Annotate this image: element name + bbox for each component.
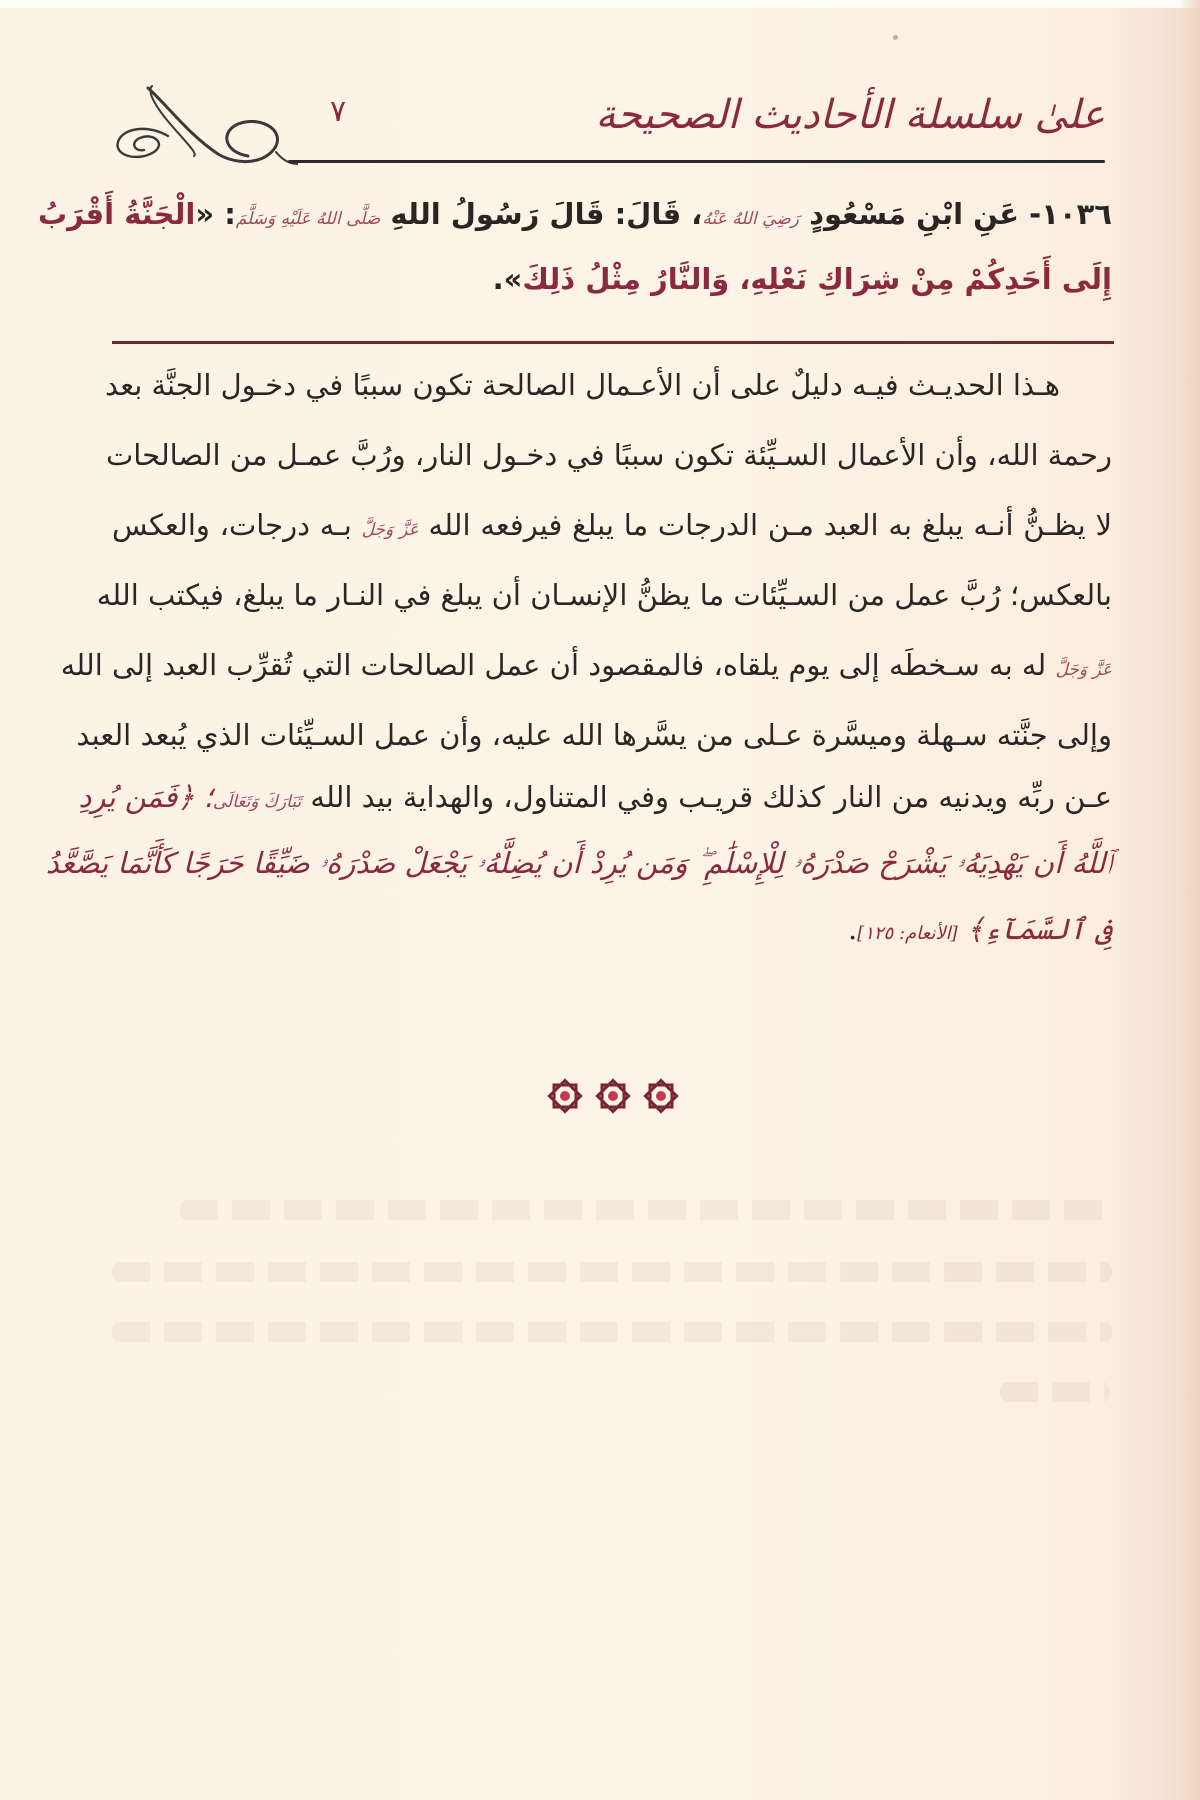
commentary-line — [76, 718, 1112, 752]
hadith-text-start: الْجَنَّةُ أَقْرَبُ — [38, 197, 196, 231]
show-through — [1000, 1382, 1110, 1402]
rosette-icon — [641, 1076, 681, 1116]
quran-verse-end: فِى ٱلسَّمَآءِ﴾ — [966, 912, 1112, 946]
commentary-text: رحمة الله، وأن الأعمال السـيِّئة تكون سببًا في دخـول النار، ورُبَّ عمـل من الصالحات — [105, 438, 1112, 472]
section-rule — [112, 341, 1114, 344]
commentary-text: وإلى جنَّته سـهلة وميسَّرة عـلى من يسَّرها الله عليه، وأن عمل السـيِّئات الذي يُبعد العبد — [76, 718, 1112, 752]
quote-close: ». — [492, 262, 523, 296]
hadith-line-2 — [112, 262, 1112, 296]
hadith-line-1: ١٠٣٦- عَنِ ابْنِ مَسْعُودٍ رَضِيَ اللهُ عَنْهُ، قَالَ: قَالَ رَسُولُ اللهِ صَلَّى اللهُ عَلَيْهِ وَسَلَّمَ: «الْجَنَّةُ أَقْرَبُ — [38, 197, 1112, 231]
show-through — [112, 1322, 1112, 1342]
scan-top-margin — [0, 0, 1200, 8]
period: . — [847, 912, 858, 946]
rosette-icon — [593, 1076, 633, 1116]
quran-reference: [الأنعام: ١٢٥] — [857, 923, 958, 944]
honorific: عَزَّ وَجَلَّ — [361, 520, 419, 540]
commentary-line — [60, 648, 1112, 682]
commentary-text: عـن ربِّه ويدنيه من النار كذلك قريـب وفي المتناول، والهداية بيد الله — [310, 780, 1112, 814]
commentary-text: بـه درجات، والعكس — [112, 508, 352, 542]
quran-verse: ٱللَّهُ أَن يَهْدِيَهُۥ يَشْرَحْ صَدْرَهُۥ لِلْإِسْلَٰمِ ۖ وَمَن يُرِدْ أَن يُضِلَّهُۥ يَجْعَلْ صَدْرَهُۥ ضَيِّقًا حَرَجًا كَأَنَّمَا يَصَّعَّدُ — [45, 846, 1112, 880]
rosette-icon — [545, 1076, 585, 1116]
narrator-honorific: رَضِيَ اللهُ عَنْهُ — [702, 209, 799, 229]
show-through — [112, 1262, 1112, 1282]
quran-verse-line — [45, 846, 1112, 881]
commentary-text: لا يظـنُّ أنـه يبلغ به العبد مـن الدرجات ما يبلغ فيرفعه الله — [428, 508, 1113, 542]
show-through — [180, 1200, 1110, 1220]
commentary-line — [96, 578, 1112, 612]
commentary-text: بالعكس؛ رُبَّ عمل من السـيِّئات ما يظنُّ الإنسـان أن يبلغ في النـار ما يبلغ، فيكتب الله — [96, 578, 1112, 612]
section-divider — [545, 1076, 685, 1118]
commentary-text: هـذا الحديـث فيـه دليلٌ على أن الأعـمال الصالحة تكون سببًا في دخـول الجنَّة بعد — [104, 368, 1060, 402]
commentary-line — [104, 368, 1112, 402]
commentary-text: له به سـخطَه إلى يوم يلقاه، فالمقصود أن عمل الصالحات التي تُقرِّب العبد إلى الله — [60, 648, 1047, 682]
scan-speck — [893, 35, 898, 40]
quran-verse-start: ؛ ﴿فَمَن يُرِدِ — [78, 780, 213, 814]
calligraphic-swirl-ornament-icon — [108, 76, 298, 168]
commentary-line — [112, 508, 1112, 542]
page-gutter-shadow — [1178, 0, 1200, 1800]
book-title: علىٰ سلسلة الأحاديث الصحيحة — [595, 92, 1105, 138]
hadith-said: قَالَ: قَالَ رَسُولُ اللهِ — [390, 197, 682, 231]
page-number: ٧ — [330, 94, 347, 129]
honorific: تَبَارَكَ وَتَعَالَى — [212, 792, 302, 812]
commentary-line — [78, 780, 1112, 814]
quran-verse-line — [112, 912, 1112, 946]
quote-open: : « — [195, 197, 236, 231]
honorific: عَزَّ وَجَلَّ — [1055, 660, 1112, 680]
commentary-line — [105, 438, 1112, 472]
hadith-number: ١٠٣٦- — [1029, 197, 1112, 231]
running-header — [100, 72, 1105, 172]
header-rule — [288, 160, 1105, 163]
prophet-honorific: صَلَّى اللهُ عَلَيْهِ وَسَلَّمَ — [235, 209, 381, 229]
hadith-text-end: إِلَى أَحَدِكُمْ مِنْ شِرَاكِ نَعْلِهِ، وَالنَّارُ مِثْلُ ذَلِكَ — [522, 262, 1112, 296]
hadith-narrator: عَنِ ابْنِ مَسْعُودٍ — [809, 197, 1020, 231]
